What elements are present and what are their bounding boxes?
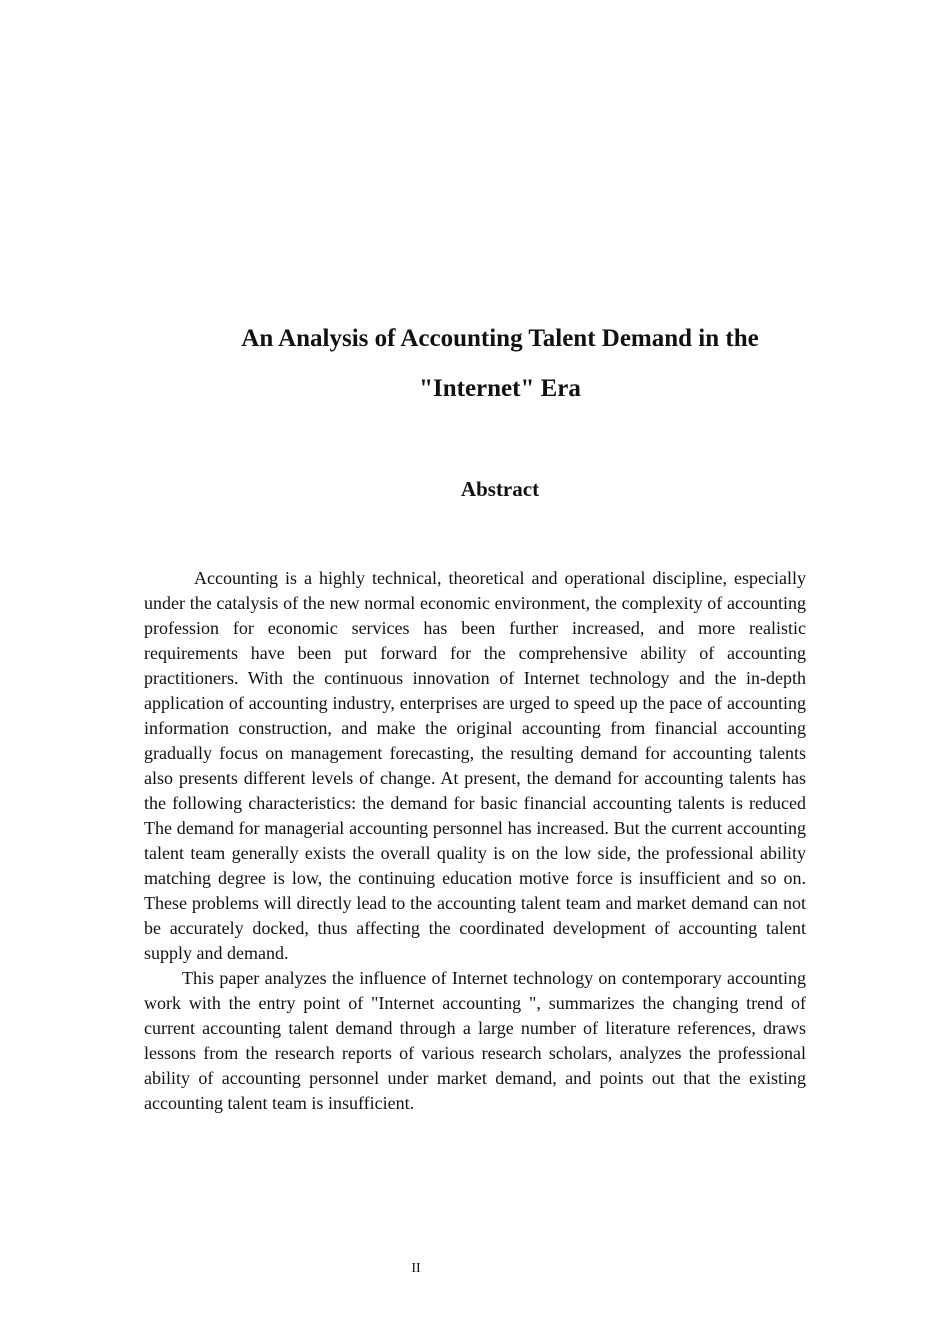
abstract-body <box>144 566 806 1116</box>
abstract-heading: Abstract <box>460 477 540 501</box>
page-number: II <box>411 1261 421 1276</box>
abstract-paragraph-2: This paper analyzes the influence of Internet technology on contemporary accounting work with the entry point of "Internet accounting ", summarizes the changing trend of current accounting talent demand through a large number of literature references, draws lessons from the research reports of various research scholars, analyzes the professional ability of accounting personnel under market demand, and points out that the existing accounting talent team is insufficient. <box>144 968 806 1113</box>
abstract-paragraph-1: Accounting is a highly technical, theoretical and operational discipline, especially under the catalysis of the new normal economic environment, the complexity of accounting profession for economic services has been further increased, and more realistic requirements have been put forward for the comprehensive ability of accounting practitioners. With the continuous innovation of Internet technology and the in-depth application of accounting industry, enterprises are urged to speed up the pace of accounting information construction, and make the original accounting from financial accounting gradually focus on management forecasting, the resulting demand for accounting talents also presents different levels of change. At present, the demand for accounting talents has the following characteristics: the demand for basic financial accounting talents is reduced The demand for managerial accounting personnel has increased. But the current accounting talent team generally exists the overall quality is on the low side, the professional ability matching degree is low, the continuing education motive force is insufficient and so on. These problems will directly lead to the accounting talent team and market demand can not be accurately docked, thus affecting the coordinated development of accounting talent supply and demand. <box>144 568 806 963</box>
paper-title-line-1: An Analysis of Accounting Talent Demand in the <box>241 325 759 352</box>
paper-title-line-2: "Internet" Era <box>419 375 581 402</box>
